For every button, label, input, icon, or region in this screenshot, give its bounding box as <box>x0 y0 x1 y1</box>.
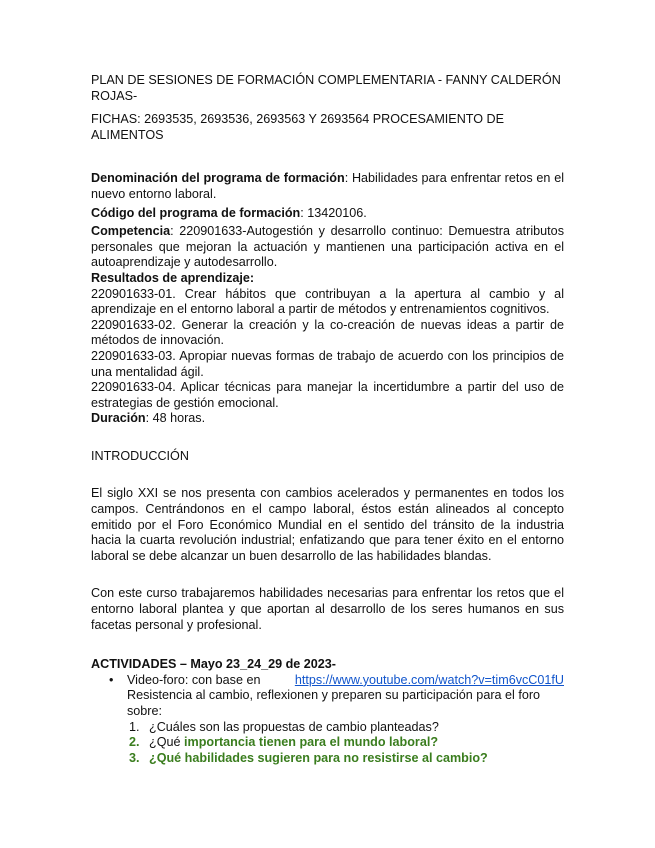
duracion-value: : 48 horas. <box>145 411 206 426</box>
question-text-b: importancia tienen para el mundo laboral? <box>180 735 439 750</box>
duracion-label: Duración <box>91 411 146 426</box>
intro-heading: INTRODUCCIÓN <box>91 448 189 463</box>
resultado-item: 220901633-04. Aplicar técnicas para manejar la incertidumbre a partir del uso de estrategias de gestión emocional. <box>91 380 564 410</box>
activity-description: Resistencia al cambio, reflexionen y preparen su participación para el foro sobre: <box>127 688 541 718</box>
intro-paragraph-2: Con este curso trabajaremos habilidades necesarias para enfrentar los retos que el entorno laboral plantea y que aportan al desarrollo de los seres humanos en sus facetas personal y profesional. <box>91 586 564 632</box>
fichas-line: FICHAS: 2693535, 2693536, 2693563 Y 2693564 PROCESAMIENTO DE ALIMENTOS <box>91 112 505 142</box>
competencia-label: Competencia <box>91 224 171 239</box>
activities-heading: ACTIVIDADES – Mayo 23_24_29 de 2023- <box>91 657 336 672</box>
question-text-a: ¿Qué <box>149 735 181 750</box>
question-number: 3. <box>129 750 140 765</box>
competencia-value: : 220901633-Autogestión y desarrollo continuo: Demuestra atributos personales que mejoran la actuación y mantienen una participación activa en el autoaprendizaje y autodesarrollo. <box>91 224 564 270</box>
resultado-item: 220901633-01. Crear hábitos que contribuyan a la apertura al cambio y al aprendizaje en el entorno laboral a partir de métodos y entrenamientos cognitivos. <box>91 286 564 317</box>
question-item <box>91 751 564 767</box>
activity-prefix: Video-foro: con base en <box>127 672 261 687</box>
activity-first-line <box>127 673 564 689</box>
question-text: ¿Cuáles son las propuestas de cambio planteadas? <box>149 719 439 734</box>
document-title: PLAN DE SESIONES DE FORMACIÓN COMPLEMENTARIA - FANNY CALDERÓN ROJAS- <box>91 73 561 103</box>
question-text: ¿Qué habilidades sugieren para no resistirse al cambio? <box>149 750 488 765</box>
question-item <box>91 720 564 736</box>
document-page <box>91 73 564 766</box>
intro-paragraph-1: El siglo XXI se nos presenta con cambios acelerados y permanentes en todos los campos. Centrándonos en el campo laboral, éstos están alineados al concepto emitido por el Foro Económico Mundial en el sentido del tránsito de la industria hacia la cuarta revolución industrial; enfatizando que para tener éxito en el entorno laboral se debe alcanzar un buen desarrollo de las habilidades blandas. <box>91 486 564 563</box>
question-number: 1. <box>129 719 140 734</box>
bullet-icon: • <box>109 672 114 687</box>
question-item <box>91 735 564 751</box>
activity-list-item <box>91 673 564 720</box>
resultado-item: 220901633-03. Apropiar nuevas formas de trabajo de acuerdo con los principios de una mentalidad ágil. <box>91 348 564 379</box>
duracion-paragraph <box>91 411 564 427</box>
resultados-heading: Resultados de aprendizaje: <box>91 270 255 285</box>
resultado-item: 220901633-02. Generar la creación y la co-creación de nuevas ideas a partir de métodos de innovación. <box>91 317 564 348</box>
question-number: 2. <box>129 735 140 750</box>
codigo-paragraph <box>91 206 564 222</box>
denominacion-value: : Habilidades para enfrentar retos en el nuevo entorno laboral. <box>91 171 564 201</box>
youtube-link[interactable]: https://www.youtube.com/watch?v=tim6vcC01fU <box>294 672 564 687</box>
denominacion-paragraph <box>91 171 564 202</box>
denominacion-label: Denominación del programa de formación <box>91 171 345 186</box>
competencia-paragraph <box>91 224 564 271</box>
codigo-value: : 13420106. <box>300 205 367 220</box>
codigo-label: Código del programa de formación <box>91 205 301 220</box>
